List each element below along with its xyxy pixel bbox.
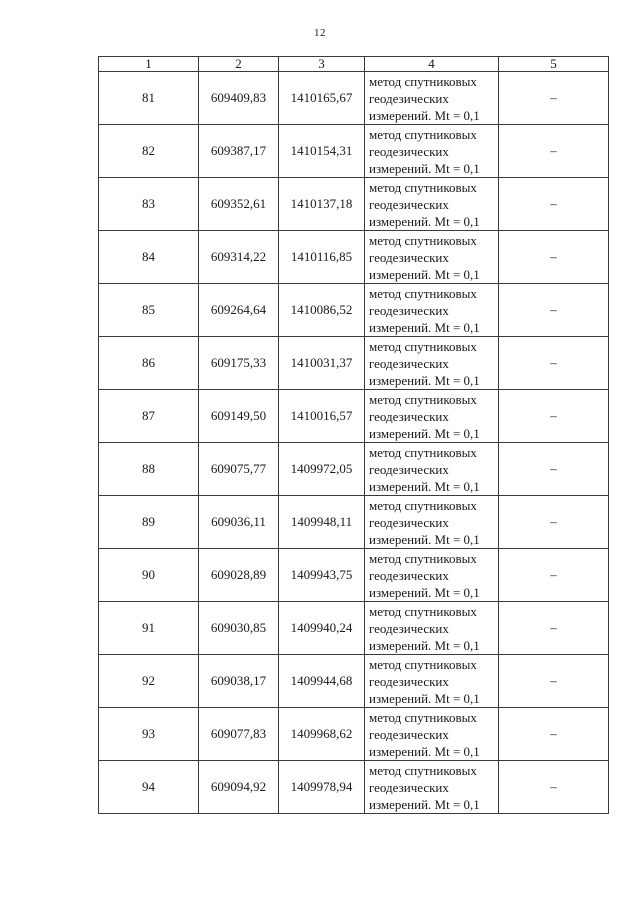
method-line: геодезических (369, 196, 449, 212)
method-line: измерений. Mt = 0,1 (369, 690, 480, 706)
y-coordinate-cell: 1409948,11 (279, 496, 365, 549)
method-cell (365, 72, 499, 125)
method-line: геодезических (369, 408, 449, 424)
header-col-2: 2 (199, 57, 279, 72)
method-line: метод спутниковых (369, 762, 477, 778)
method-line: измерений. Mt = 0,1 (369, 213, 480, 229)
y-coordinate-cell: 1410116,85 (279, 231, 365, 284)
y-coordinate-cell: 1410086,52 (279, 284, 365, 337)
method-line: метод спутниковых (369, 232, 477, 248)
table-header-row (99, 57, 609, 72)
method-line: измерений. Mt = 0,1 (369, 743, 480, 759)
method-line: метод спутниковых (369, 126, 477, 142)
method-cell (365, 708, 499, 761)
method-cell (365, 549, 499, 602)
table-row (99, 761, 609, 814)
y-coordinate-cell: 1410137,18 (279, 178, 365, 231)
coordinates-table (98, 56, 609, 814)
note-cell: – (499, 284, 609, 337)
note-cell: – (499, 602, 609, 655)
header-col-4: 4 (365, 57, 499, 72)
x-coordinate-cell: 609352,61 (199, 178, 279, 231)
y-coordinate-cell: 1410031,37 (279, 337, 365, 390)
x-coordinate-cell: 609077,83 (199, 708, 279, 761)
method-cell (365, 390, 499, 443)
header-col-1: 1 (99, 57, 199, 72)
method-cell (365, 602, 499, 655)
method-line: измерений. Mt = 0,1 (369, 637, 480, 653)
point-number-cell: 83 (99, 178, 199, 231)
x-coordinate-cell: 609409,83 (199, 72, 279, 125)
method-line: измерений. Mt = 0,1 (369, 584, 480, 600)
method-line: геодезических (369, 143, 449, 159)
x-coordinate-cell: 609387,17 (199, 125, 279, 178)
method-cell (365, 337, 499, 390)
table-row (99, 125, 609, 178)
method-line: геодезических (369, 355, 449, 371)
point-number-cell: 81 (99, 72, 199, 125)
header-col-5: 5 (499, 57, 609, 72)
method-line: метод спутниковых (369, 391, 477, 407)
method-line: измерений. Mt = 0,1 (369, 266, 480, 282)
method-line: метод спутниковых (369, 285, 477, 301)
method-line: измерений. Mt = 0,1 (369, 319, 480, 335)
note-cell: – (499, 708, 609, 761)
note-cell: – (499, 549, 609, 602)
y-coordinate-cell: 1409944,68 (279, 655, 365, 708)
note-cell: – (499, 761, 609, 814)
x-coordinate-cell: 609314,22 (199, 231, 279, 284)
method-cell (365, 284, 499, 337)
y-coordinate-cell: 1410016,57 (279, 390, 365, 443)
method-cell (365, 761, 499, 814)
y-coordinate-cell: 1409968,62 (279, 708, 365, 761)
method-cell (365, 496, 499, 549)
method-cell (365, 125, 499, 178)
method-line: измерений. Mt = 0,1 (369, 796, 480, 812)
y-coordinate-cell: 1410165,67 (279, 72, 365, 125)
point-number-cell: 92 (99, 655, 199, 708)
method-cell (365, 178, 499, 231)
note-cell: – (499, 496, 609, 549)
point-number-cell: 91 (99, 602, 199, 655)
header-col-3: 3 (279, 57, 365, 72)
table-row (99, 708, 609, 761)
x-coordinate-cell: 609094,92 (199, 761, 279, 814)
point-number-cell: 89 (99, 496, 199, 549)
y-coordinate-cell: 1409943,75 (279, 549, 365, 602)
table-row (99, 443, 609, 496)
method-line: геодезических (369, 779, 449, 795)
point-number-cell: 90 (99, 549, 199, 602)
y-coordinate-cell: 1409972,05 (279, 443, 365, 496)
method-line: измерений. Mt = 0,1 (369, 372, 480, 388)
x-coordinate-cell: 609038,17 (199, 655, 279, 708)
method-cell (365, 655, 499, 708)
method-line: метод спутниковых (369, 444, 477, 460)
method-line: измерений. Mt = 0,1 (369, 160, 480, 176)
method-line: измерений. Mt = 0,1 (369, 478, 480, 494)
method-cell (365, 231, 499, 284)
method-line: измерений. Mt = 0,1 (369, 531, 480, 547)
point-number-cell: 87 (99, 390, 199, 443)
method-line: геодезических (369, 461, 449, 477)
table-row (99, 72, 609, 125)
method-line: геодезических (369, 620, 449, 636)
table-row (99, 284, 609, 337)
method-line: метод спутниковых (369, 179, 477, 195)
x-coordinate-cell: 609028,89 (199, 549, 279, 602)
method-line: измерений. Mt = 0,1 (369, 107, 480, 123)
table-body (99, 72, 609, 814)
x-coordinate-cell: 609149,50 (199, 390, 279, 443)
table-row (99, 496, 609, 549)
method-line: метод спутниковых (369, 709, 477, 725)
method-line: геодезических (369, 302, 449, 318)
point-number-cell: 94 (99, 761, 199, 814)
method-line: метод спутниковых (369, 497, 477, 513)
method-line: метод спутниковых (369, 603, 477, 619)
note-cell: – (499, 655, 609, 708)
y-coordinate-cell: 1410154,31 (279, 125, 365, 178)
method-line: геодезических (369, 90, 449, 106)
point-number-cell: 85 (99, 284, 199, 337)
method-line: метод спутниковых (369, 656, 477, 672)
point-number-cell: 93 (99, 708, 199, 761)
point-number-cell: 84 (99, 231, 199, 284)
table-row (99, 178, 609, 231)
table-row (99, 655, 609, 708)
x-coordinate-cell: 609036,11 (199, 496, 279, 549)
method-cell (365, 443, 499, 496)
note-cell: – (499, 337, 609, 390)
point-number-cell: 88 (99, 443, 199, 496)
table-row (99, 549, 609, 602)
method-line: метод спутниковых (369, 550, 477, 566)
x-coordinate-cell: 609175,33 (199, 337, 279, 390)
point-number-cell: 86 (99, 337, 199, 390)
method-line: геодезических (369, 726, 449, 742)
table-row (99, 231, 609, 284)
note-cell: – (499, 390, 609, 443)
note-cell: – (499, 178, 609, 231)
note-cell: – (499, 72, 609, 125)
method-line: геодезических (369, 673, 449, 689)
x-coordinate-cell: 609075,77 (199, 443, 279, 496)
x-coordinate-cell: 609030,85 (199, 602, 279, 655)
method-line: метод спутниковых (369, 338, 477, 354)
x-coordinate-cell: 609264,64 (199, 284, 279, 337)
note-cell: – (499, 231, 609, 284)
note-cell: – (499, 125, 609, 178)
method-line: геодезических (369, 249, 449, 265)
table-row (99, 390, 609, 443)
method-line: метод спутниковых (369, 73, 477, 89)
method-line: геодезических (369, 567, 449, 583)
note-cell: – (499, 443, 609, 496)
method-line: измерений. Mt = 0,1 (369, 425, 480, 441)
point-number-cell: 82 (99, 125, 199, 178)
y-coordinate-cell: 1409978,94 (279, 761, 365, 814)
table-row (99, 337, 609, 390)
method-line: геодезических (369, 514, 449, 530)
y-coordinate-cell: 1409940,24 (279, 602, 365, 655)
page-number: 12 (314, 27, 326, 39)
table-row (99, 602, 609, 655)
